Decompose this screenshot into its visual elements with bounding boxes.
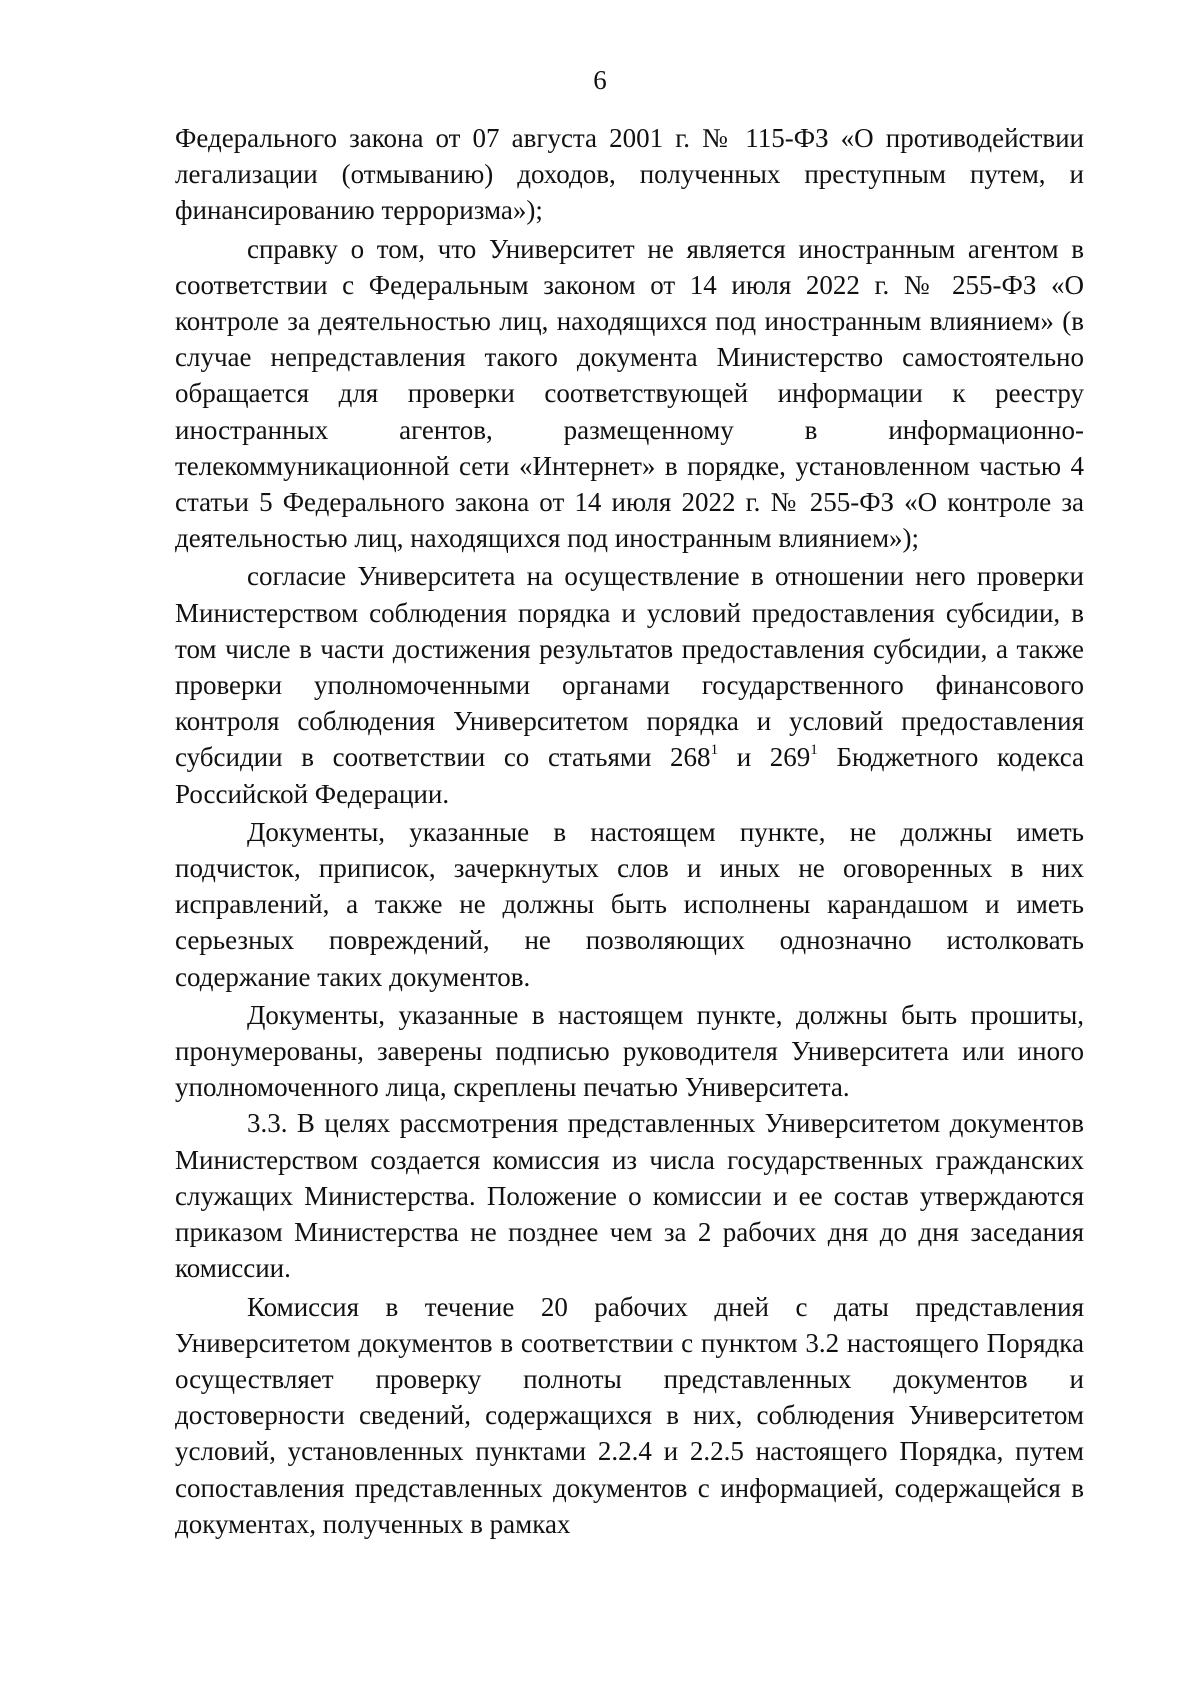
paragraph-university-consent	[175, 558, 1084, 811]
paragraph-commission-review: Комиссия в течение 20 рабочих дней с даты представления Университетом документов в соответствии с пунктом 3.2 настоящего Порядка осуществляет проверку полноты представленных документов и достоверности сведений, содержащихся в них, соблюдения Университетом условий, установленных пунктами 2.2.4 и 2.2.5 настоящего Порядка, путем сопоставления представленных документов с информацией, содержащейся в документах, полученных в рамках	[175, 1291, 1084, 1539]
paragraph-document-requirements: Документы, указанные в настоящем пункте, не должны иметь подчисток, приписок, зачеркнутых слов и иных не оговоренных в них исправлений, а также не должны быть исполнены карандашом и иметь серьезных повреждений, не позволяющих однозначно истолковать содержание таких документов.	[175, 816, 1084, 992]
paragraph-section-3-3: 3.3. В целях рассмотрения представленных Университетом документов Министерством создается комиссия из числа государственных гражданских служащих Министерства. Положение о комиссии и ее состав утверждаются приказом Министерства не позднее чем за 2 рабочих дня до дня заседания комиссии.	[175, 1108, 1084, 1284]
consent-text-middle: и 269	[718, 742, 811, 773]
consent-text-after: Бюджетного кодекса Российской Федерации.	[175, 742, 1084, 809]
superscript-269: 1	[810, 742, 818, 759]
consent-text-before: согласие Университета на осуществление в отношении него проверки Министерством соблюдения порядка и условий предоставления субсидии, в том числе в части достижения результатов предоставления субсидии, а также проверки уполномоченными органами государственного финансового контроля соблюдения Университетом порядка и условий предоставления субсидии в соответствии со статьями 268	[175, 561, 1084, 773]
superscript-268: 1	[710, 742, 719, 759]
paragraph-continuation: Федерального закона от 07 августа 2001 г. № 115-ФЗ «О противодействии легализации (отмыванию) доходов, полученных преступным путем, и финансированию терроризма»);	[175, 123, 1084, 226]
paragraph-document-binding: Документы, указанные в настоящем пункте, должны быть прошиты, пронумерованы, заверены подписью руководителя Университета или иного уполномоченного лица, скреплены печатью Университета.	[175, 999, 1084, 1103]
paragraph-foreign-agent-certificate: справку о том, что Университет не является иностранным агентом в соответствии с Федеральным законом от 14 июля 2022 г. № 255-ФЗ «О контроле за деятельностью лиц, находящихся под иностранным влиянием» (в случае непредставления такого документа Министерство самостоятельно обращается для проверки соответствующей информации к реестру иностранных агентов, размещенному в информационно-телекоммуникационной сети «Интернет» в порядке, установленном частью 4 статьи 5 Федерального закона от 14 июля 2022 г. № 255-ФЗ «О контроле за деятельностью лиц, находящихся под иностранным влиянием»);	[175, 233, 1084, 554]
document-body	[175, 120, 1084, 1542]
page-number: 6	[593, 65, 607, 95]
